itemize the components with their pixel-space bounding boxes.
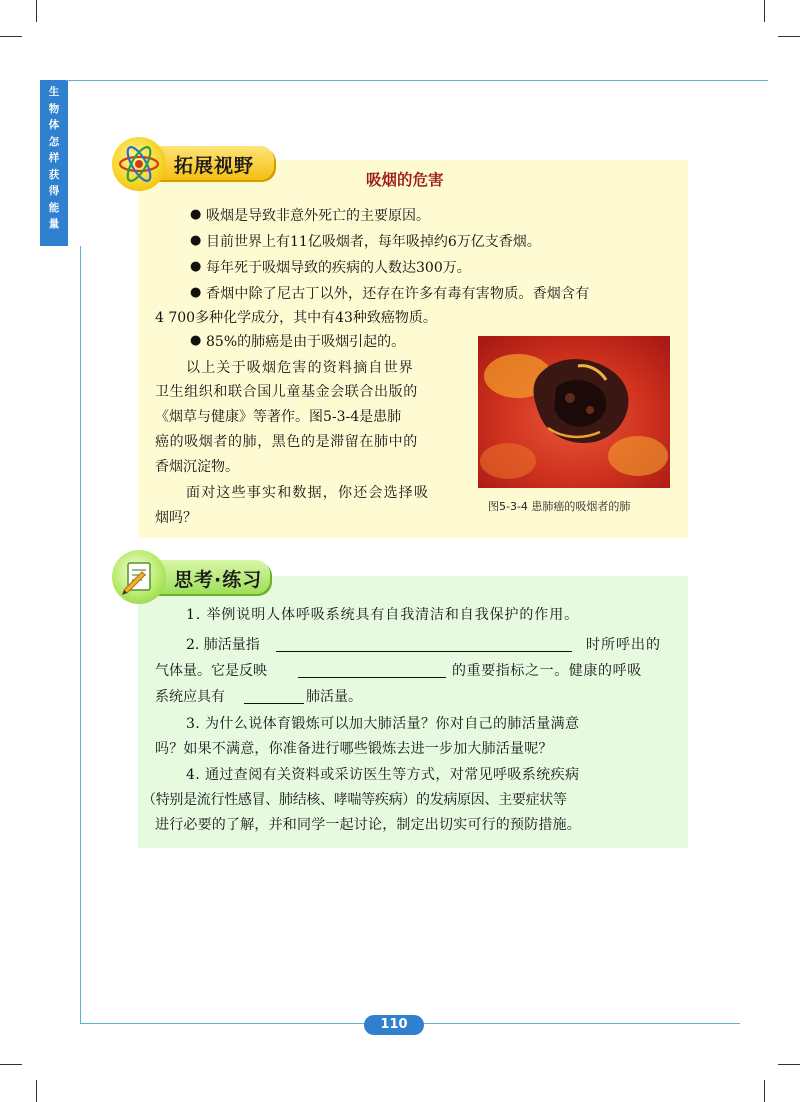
question-2-text: 的重要指标之一。健康的呼吸	[452, 663, 642, 679]
bullet-text-continued: 4 700多种化学成分，其中有43种致癌物质。	[155, 310, 437, 326]
side-tab-char: 物	[48, 102, 60, 115]
bullet-text: 吸烟是导致非意外死亡的主要原因。	[206, 208, 430, 224]
lung-cancer-photo	[478, 336, 670, 488]
crop-mark	[764, 1080, 765, 1102]
question-4-line: 4. 通过查阅有关资料或采访医生等方式，对常见呼吸系统疾病	[186, 767, 580, 783]
side-tab-char: 量	[48, 218, 60, 230]
question-3-line: 3. 为什么说体育锻炼可以加大肺活量？你对自己的肺活量满意	[186, 716, 580, 732]
answer-blank[interactable]	[298, 677, 446, 678]
paragraph-line: 烟吗？	[155, 510, 197, 526]
bullet-text: 目前世界上有11亿吸烟者，每年吸掉约6万亿支香烟。	[206, 234, 541, 250]
question-2-text: 系统应具有	[155, 689, 225, 705]
crop-mark	[764, 0, 765, 22]
bullet-dot: ●	[190, 233, 202, 248]
chapter-side-tab	[40, 80, 68, 246]
crop-mark	[0, 1064, 22, 1065]
answer-blank[interactable]	[244, 703, 304, 704]
question-2-text: 时所呼出的	[586, 637, 661, 653]
side-tab-char: 能	[48, 201, 60, 214]
question-4-line: 进行必要的了解，并和同学一起讨论，制定出切实可行的预防措施。	[155, 817, 581, 833]
side-tab-char: 得	[48, 185, 60, 197]
section-header-title: 思考·练习	[174, 569, 263, 591]
answer-blank[interactable]	[276, 651, 572, 652]
side-tab-char: 生	[48, 86, 60, 98]
side-tab-char: 体	[48, 119, 60, 131]
atom-icon	[112, 137, 166, 191]
paragraph-line: 以上关于吸烟危害的资料摘自世界	[186, 360, 414, 376]
side-tab-char: 怎	[48, 135, 60, 148]
side-tab-char: 样	[48, 152, 60, 164]
question-2-text: 气体量。它是反映	[155, 663, 267, 679]
top-rule	[66, 80, 768, 81]
question-3-line: 吗？如果不满意，你准备进行哪些锻炼去进一步加大肺活量呢？	[155, 741, 553, 757]
bullet-text: 香烟中除了尼古丁以外，还存在许多有毒有害物质。香烟含有	[206, 286, 590, 302]
paragraph-line: 《烟草与健康》等著作。图5-3-4是患肺	[155, 409, 402, 425]
bullet-text: 85%的肺癌是由于吸烟引起的。	[206, 334, 406, 350]
crop-mark	[778, 36, 800, 37]
question-4-line: （特别是流行性感冒、肺结核、哮喘等疾病）的发病原因、主要症状等	[142, 792, 567, 808]
paragraph-line: 卫生组织和联合国儿童基金会联合出版的	[155, 384, 418, 400]
bullet-text: 每年死于吸烟导致的疾病的人数达300万。	[206, 260, 471, 276]
bullet-dot: ●	[190, 259, 202, 274]
crop-mark	[778, 1064, 800, 1065]
section-header-title: 拓展视野	[174, 155, 255, 177]
bullet-dot: ●	[190, 207, 202, 222]
question-2-text: 肺活量。	[306, 689, 362, 705]
paragraph-line: 癌的吸烟者的肺，黑色的是滞留在肺中的	[155, 434, 418, 450]
question-1: 1. 举例说明人体呼吸系统具有自我清洁和自我保护的作用。	[186, 607, 580, 623]
paragraph-line: 香烟沉淀物。	[155, 459, 239, 475]
bullet-dot: ●	[190, 285, 202, 300]
left-rule	[80, 246, 81, 1024]
side-tab-char: 获	[48, 168, 60, 181]
crop-mark	[36, 0, 37, 22]
figure-caption: 图5-3-4 患肺癌的吸烟者的肺	[488, 500, 631, 513]
page-number: 110	[364, 1015, 424, 1035]
bullet-dot: ●	[190, 333, 202, 348]
question-2-text: 2. 肺活量指	[186, 637, 260, 653]
notepad-pencil-icon	[112, 550, 166, 604]
crop-mark	[0, 36, 22, 37]
box-title: 吸烟的危害	[366, 171, 444, 189]
paragraph-line: 面对这些事实和数据，你还会选择吸	[186, 485, 430, 501]
crop-mark	[36, 1080, 37, 1102]
